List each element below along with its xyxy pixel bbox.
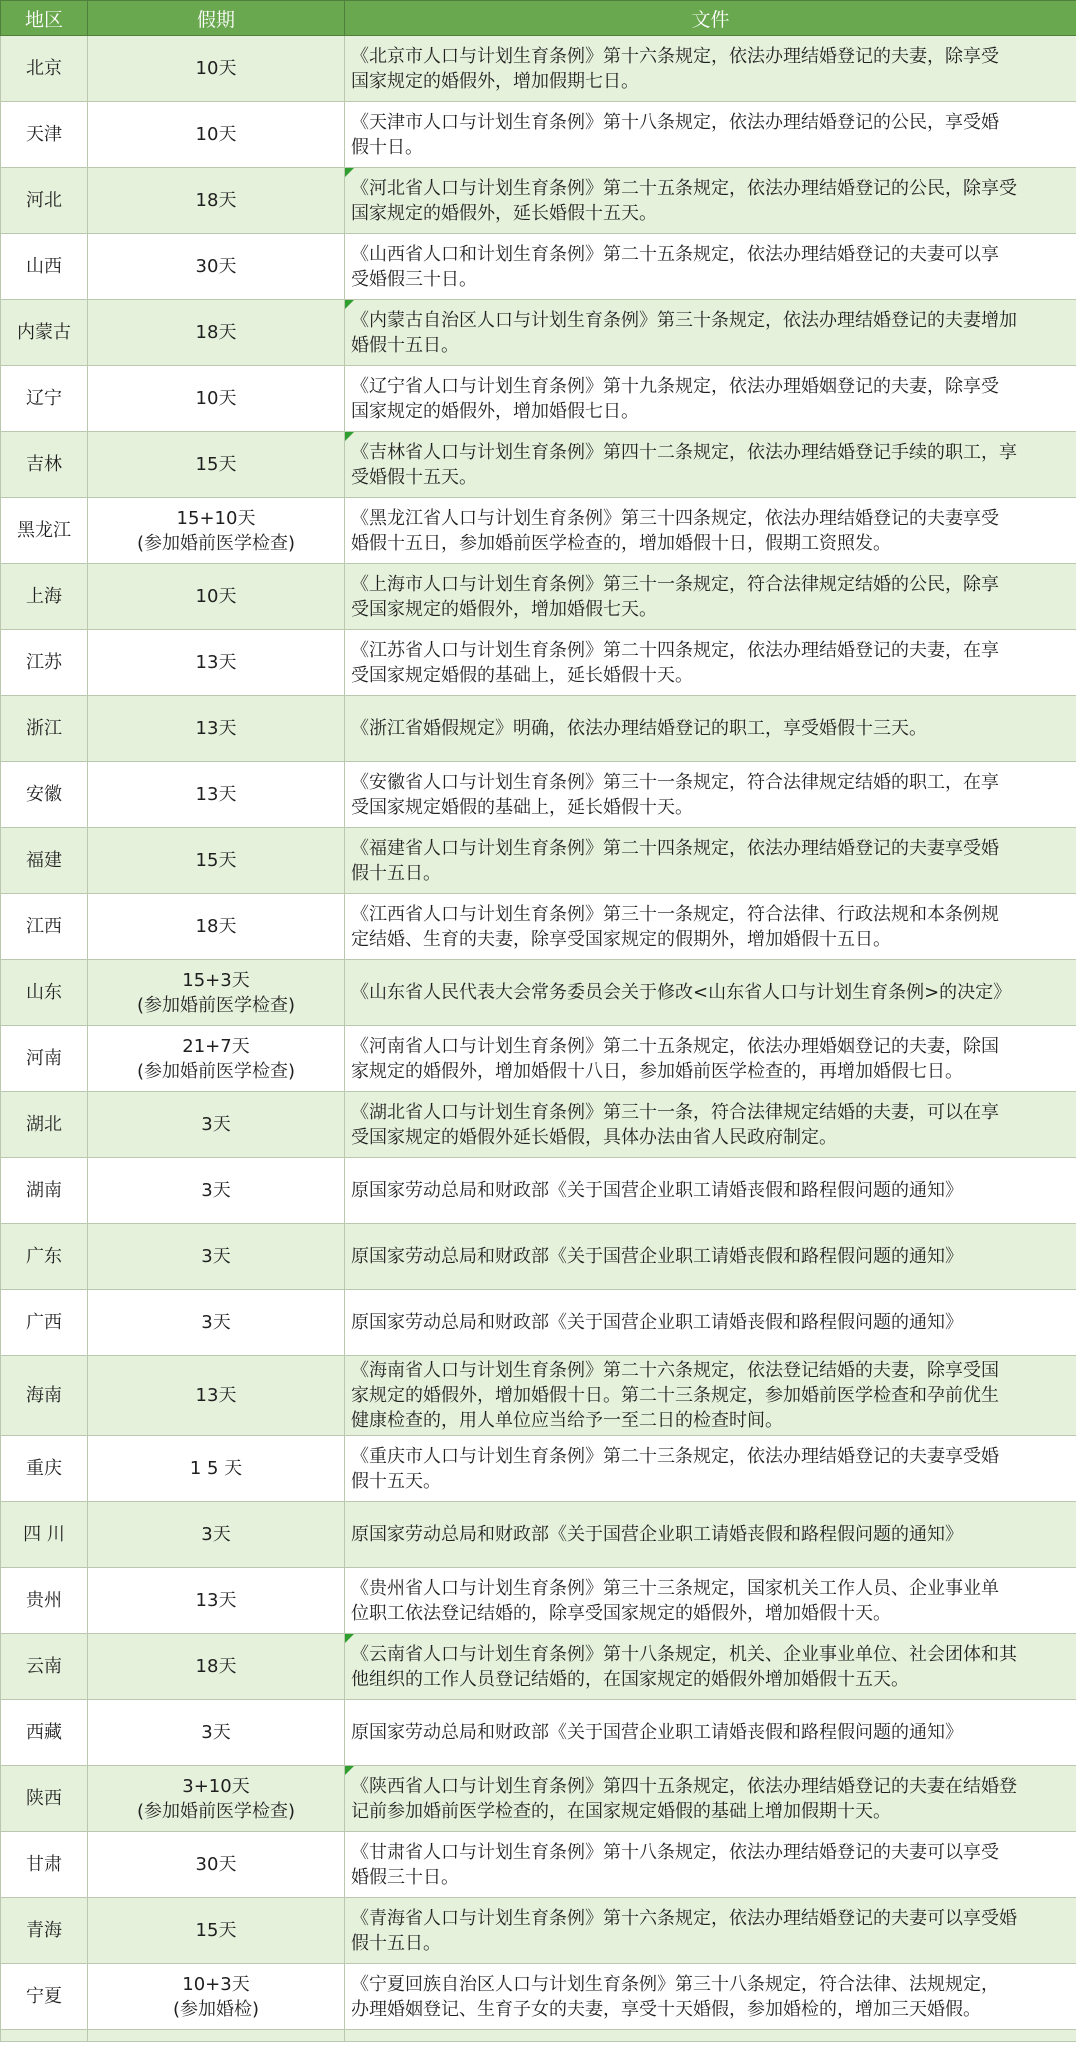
region-cell: 辽宁 (1, 366, 88, 432)
region-cell: 宁夏 (1, 1964, 88, 2030)
document-text-line: 办理婚姻登记、生育子女的夫妻，享受十天婚假，参加婚检的，增加三天婚假。 (351, 1998, 981, 2020)
document-text-line: 原国家劳动总局和财政部《关于国营企业职工请婚丧假和路程假问题的通知》 (351, 1180, 963, 1201)
document-text-line: 国家规定的婚假外，增加婚假七日。 (351, 400, 639, 422)
holiday-cell (88, 828, 345, 894)
document-text-line: 受国家规定的婚假外延长婚假，具体办法由省人民政府制定。 (351, 1126, 837, 1148)
region-cell: 吉林 (1, 432, 88, 498)
document-cell (345, 102, 1076, 168)
document-text-line: 家规定的婚假外，增加婚假十日。第二十三条规定，参加婚前医学检查和孕前优生 (351, 1385, 999, 1406)
region-cell: 山西 (1, 234, 88, 300)
holiday-cell (88, 762, 345, 828)
region-cell: 贵州 (1, 1568, 88, 1634)
table-row (1, 1634, 1076, 1700)
document-text-line: 《贵州省人口与计划生育条例》第三十三条规定，国家机关工作人员、企业事业单 (351, 1577, 999, 1599)
document-text-line: 婚假十五日。 (351, 334, 459, 356)
comment-marker-icon (345, 1766, 354, 1775)
holiday-text: (参加婚前医学检查) (136, 1060, 296, 1082)
document-cell (345, 1158, 1076, 1224)
region-cell: 福建 (1, 828, 88, 894)
document-cell (345, 498, 1076, 564)
holiday-text: (参加婚检) (172, 1998, 260, 2020)
comment-marker-icon (345, 1634, 354, 1643)
holiday-text: 18天 (195, 1656, 237, 1677)
document-cell (345, 894, 1076, 960)
region-cell: 湖南 (1, 1158, 88, 1224)
holiday-cell (88, 1502, 345, 1568)
holiday-cell (88, 894, 345, 960)
region-cell: 陕西 (1, 1766, 88, 1832)
region-cell: 海南 (1, 1356, 88, 1436)
table-row (1, 1964, 1076, 2030)
table-row (1, 498, 1076, 564)
holiday-cell (88, 102, 345, 168)
holiday-cell (88, 1290, 345, 1356)
region-cell: 重庆 (1, 1436, 88, 1502)
document-text-line: 《黑龙江省人口与计划生育条例》第三十四条规定，依法办理结婚登记的夫妻享受 (351, 507, 999, 529)
document-text-line: 《山东省人民代表大会常务委员会关于修改<山东省人口与计划生育条例>的决定》 (351, 982, 1012, 1003)
region-cell: 甘肃 (1, 1832, 88, 1898)
document-text-line: 原国家劳动总局和财政部《关于国营企业职工请婚丧假和路程假问题的通知》 (351, 1524, 963, 1545)
table-row (1, 1832, 1076, 1898)
document-text-line: 《云南省人口与计划生育条例》第十八条规定，机关、企业事业单位、社会团体和其 (351, 1643, 1017, 1665)
document-text-line: 假十五天。 (351, 1470, 441, 1492)
holiday-text: 3天 (201, 1524, 231, 1545)
document-text-line: 《江西省人口与计划生育条例》第三十一条规定，符合法律、行政法规和本条例规 (351, 903, 999, 925)
document-text-line: 《上海市人口与计划生育条例》第三十一条规定，符合法律规定结婚的公民，除享 (351, 573, 999, 595)
document-text-line: 《安徽省人口与计划生育条例》第三十一条规定，符合法律规定结婚的职工，在享 (351, 771, 999, 793)
holiday-cell (88, 1356, 345, 1436)
holiday-cell (88, 1568, 345, 1634)
holiday-cell (88, 1898, 345, 1964)
document-text-line: 《甘肃省人口与计划生育条例》第十八条规定，依法办理结婚登记的夫妻可以享受 (351, 1841, 999, 1863)
table-row (1, 1436, 1076, 1502)
header-holiday: 假期 (88, 1, 345, 36)
document-cell (345, 1766, 1076, 1832)
document-text-line: 《海南省人口与计划生育条例》第二十六条规定，依法登记结婚的夫妻，除享受国 (351, 1360, 999, 1381)
empty-cell (88, 2030, 345, 2042)
document-text-line: 《福建省人口与计划生育条例》第二十四条规定，依法办理结婚登记的夫妻享受婚 (351, 837, 999, 859)
header-row (1, 1, 1076, 36)
table-row (1, 696, 1076, 762)
document-text-line: 《河北省人口与计划生育条例》第二十五条规定，依法办理结婚登记的公民，除享受 (351, 177, 1017, 199)
table-row (1, 168, 1076, 234)
document-cell (345, 1026, 1076, 1092)
document-text-line: 原国家劳动总局和财政部《关于国营企业职工请婚丧假和路程假问题的通知》 (351, 1312, 963, 1333)
holiday-cell (88, 234, 345, 300)
document-text-line: 国家规定的婚假外，增加假期七日。 (351, 70, 639, 92)
region-cell: 浙江 (1, 696, 88, 762)
holiday-cell (88, 300, 345, 366)
table-row (1, 1766, 1076, 1832)
document-cell (345, 1898, 1076, 1964)
table-row (1, 1092, 1076, 1158)
holiday-text: 15+10天 (176, 507, 256, 529)
holiday-text: 3+10天 (182, 1775, 250, 1797)
holiday-text: 10天 (195, 124, 237, 145)
document-cell (345, 564, 1076, 630)
document-cell (345, 1290, 1076, 1356)
table-row (1, 234, 1076, 300)
empty-cell (1, 2030, 88, 2042)
holiday-text: 3天 (201, 1722, 231, 1743)
document-text-line: 假十五日。 (351, 862, 441, 884)
table-row (1, 960, 1076, 1026)
holiday-cell (88, 168, 345, 234)
table-row (1, 894, 1076, 960)
document-text-line: 《山西省人口和计划生育条例》第二十五条规定，依法办理结婚登记的夫妻可以享 (351, 243, 999, 265)
holiday-cell (88, 1832, 345, 1898)
table-row (1, 828, 1076, 894)
region-cell: 江苏 (1, 630, 88, 696)
table-row (1, 1158, 1076, 1224)
document-text-line: 受国家规定婚假的基础上，延长婚假十天。 (351, 664, 693, 686)
holiday-text: (参加婚前医学检查) (136, 994, 296, 1016)
holiday-cell (88, 1224, 345, 1290)
comment-marker-icon (345, 432, 354, 441)
holiday-cell (88, 1634, 345, 1700)
table-row (1, 366, 1076, 432)
table-row (1, 1224, 1076, 1290)
holiday-text: 13天 (195, 1590, 237, 1611)
holiday-text: (参加婚前医学检查) (136, 1800, 296, 1822)
partial-row (1, 2030, 1076, 2042)
region-cell: 河南 (1, 1026, 88, 1092)
holiday-cell (88, 1026, 345, 1092)
document-cell (345, 1224, 1076, 1290)
region-cell: 山东 (1, 960, 88, 1026)
region-cell: 北京 (1, 36, 88, 102)
header-document: 文件 (345, 1, 1076, 36)
document-cell (345, 1700, 1076, 1766)
document-text-line: 《青海省人口与计划生育条例》第十六条规定，依法办理结婚登记的夫妻可以享受婚 (351, 1907, 1017, 1929)
holiday-text: 15天 (195, 454, 237, 475)
region-cell: 天津 (1, 102, 88, 168)
document-cell (345, 1634, 1076, 1700)
holiday-cell (88, 498, 345, 564)
document-cell (345, 1092, 1076, 1158)
document-text-line: 《吉林省人口与计划生育条例》第四十二条规定，依法办理结婚登记手续的职工，享 (351, 441, 1017, 463)
holiday-text: 10天 (195, 586, 237, 607)
document-text-line: 《重庆市人口与计划生育条例》第二十三条规定，依法办理结婚登记的夫妻享受婚 (351, 1445, 999, 1467)
holiday-text: 3天 (201, 1246, 231, 1267)
document-text-line: 他组织的工作人员登记结婚的，在国家规定的婚假外增加婚假十五天。 (351, 1668, 909, 1690)
document-cell (345, 1568, 1076, 1634)
document-cell (345, 828, 1076, 894)
table-body (1, 36, 1076, 2042)
holiday-text: 15+3天 (182, 969, 250, 991)
table-row (1, 1290, 1076, 1356)
document-cell (345, 168, 1076, 234)
document-cell (345, 630, 1076, 696)
document-text-line: 《河南省人口与计划生育条例》第二十五条规定，依法办理婚姻登记的夫妻，除国 (351, 1035, 999, 1057)
region-cell: 湖北 (1, 1092, 88, 1158)
holiday-text: 13天 (195, 652, 237, 673)
document-text-line: 位职工依法登记结婚的，除享受国家规定的婚假外，增加婚假十天。 (351, 1602, 891, 1624)
holiday-text: 10+3天 (182, 1973, 250, 1995)
table-row (1, 1898, 1076, 1964)
holiday-text: 3天 (201, 1114, 231, 1135)
table-row (1, 1700, 1076, 1766)
region-cell: 河北 (1, 168, 88, 234)
holiday-cell (88, 432, 345, 498)
document-text-line: 受婚假十五天。 (351, 466, 477, 488)
holiday-text: (参加婚前医学检查) (136, 532, 296, 554)
document-text-line: 婚假三十日。 (351, 1866, 459, 1888)
document-text-line: 原国家劳动总局和财政部《关于国营企业职工请婚丧假和路程假问题的通知》 (351, 1722, 963, 1743)
table-row (1, 432, 1076, 498)
document-text-line: 假十五日。 (351, 1932, 441, 1954)
holiday-cell (88, 1766, 345, 1832)
holiday-cell (88, 1436, 345, 1502)
holiday-text: 15天 (195, 1920, 237, 1941)
document-text-line: 《湖北省人口与计划生育条例》第三十一条，符合法律规定结婚的夫妻，可以在享 (351, 1101, 999, 1123)
document-text-line: 受国家规定的婚假外，增加婚假七天。 (351, 598, 657, 620)
table-row (1, 102, 1076, 168)
document-cell (345, 36, 1076, 102)
document-cell (345, 1502, 1076, 1568)
holiday-cell (88, 1158, 345, 1224)
document-text-line: 受婚假三十日。 (351, 268, 477, 290)
holiday-text: 18天 (195, 190, 237, 211)
document-text-line: 《陕西省人口与计划生育条例》第四十五条规定，依法办理结婚登记的夫妻在结婚登 (351, 1775, 1017, 1797)
comment-marker-icon (345, 168, 354, 177)
document-cell (345, 300, 1076, 366)
region-cell: 内蒙古 (1, 300, 88, 366)
holiday-cell (88, 630, 345, 696)
document-cell (345, 1356, 1076, 1436)
document-cell (345, 762, 1076, 828)
holiday-text: 13天 (195, 784, 237, 805)
document-text-line: 健康检查的，用人单位应当给予一至二日的检查时间。 (351, 1410, 783, 1431)
table-row (1, 762, 1076, 828)
document-text-line: 国家规定的婚假外，延长婚假十五天。 (351, 202, 657, 224)
comment-marker-icon (345, 300, 354, 309)
table-row (1, 564, 1076, 630)
table-row (1, 1502, 1076, 1568)
region-cell: 四 川 (1, 1502, 88, 1568)
holiday-cell (88, 960, 345, 1026)
holiday-text: 18天 (195, 322, 237, 343)
table-row (1, 1026, 1076, 1092)
document-cell (345, 432, 1076, 498)
holiday-cell (88, 36, 345, 102)
document-text-line: 家规定的婚假外，增加婚假十八日，参加婚前医学检查的，再增加婚假七日。 (351, 1060, 963, 1082)
holiday-text: 13天 (195, 1385, 237, 1406)
document-text-line: 《天津市人口与计划生育条例》第十八条规定，依法办理结婚登记的公民，享受婚 (351, 111, 999, 133)
table-row (1, 1568, 1076, 1634)
region-cell: 上海 (1, 564, 88, 630)
table-row (1, 1356, 1076, 1436)
table-row (1, 630, 1076, 696)
document-text-line: 《浙江省婚假规定》明确，依法办理结婚登记的职工，享受婚假十三天。 (351, 718, 927, 739)
holiday-text: 1 5 天 (189, 1458, 243, 1479)
table-row (1, 300, 1076, 366)
holiday-text: 15天 (195, 850, 237, 871)
holiday-cell (88, 696, 345, 762)
holiday-text: 30天 (195, 1854, 237, 1875)
document-text-line: 记前参加婚前医学检查的，在国家规定婚假的基础上增加假期十天。 (351, 1800, 891, 1822)
holiday-text: 30天 (195, 256, 237, 277)
region-cell: 广西 (1, 1290, 88, 1356)
document-text-line: 原国家劳动总局和财政部《关于国营企业职工请婚丧假和路程假问题的通知》 (351, 1246, 963, 1267)
holiday-text: 18天 (195, 916, 237, 937)
empty-cell (345, 2030, 1076, 2042)
holiday-text: 3天 (201, 1180, 231, 1201)
region-cell: 青海 (1, 1898, 88, 1964)
region-cell: 安徽 (1, 762, 88, 828)
region-cell: 黑龙江 (1, 498, 88, 564)
document-text-line: 《江苏省人口与计划生育条例》第二十四条规定，依法办理结婚登记的夫妻，在享 (351, 639, 999, 661)
region-cell: 西藏 (1, 1700, 88, 1766)
holiday-text: 3天 (201, 1312, 231, 1333)
document-text-line: 《北京市人口与计划生育条例》第十六条规定，依法办理结婚登记的夫妻，除享受 (351, 45, 999, 67)
holiday-cell (88, 366, 345, 432)
region-cell: 广东 (1, 1224, 88, 1290)
document-text-line: 《辽宁省人口与计划生育条例》第十九条规定，依法办理婚姻登记的夫妻，除享受 (351, 375, 999, 397)
document-cell (345, 366, 1076, 432)
holiday-cell (88, 1092, 345, 1158)
holiday-cell (88, 564, 345, 630)
document-cell (345, 1964, 1076, 2030)
document-cell (345, 234, 1076, 300)
document-text-line: 假十日。 (351, 136, 423, 158)
document-cell (345, 960, 1076, 1026)
table-row (1, 36, 1076, 102)
document-cell (345, 1436, 1076, 1502)
document-cell (345, 1832, 1076, 1898)
holiday-cell (88, 1700, 345, 1766)
document-text-line: 受国家规定婚假的基础上，延长婚假十天。 (351, 796, 693, 818)
document-cell (345, 696, 1076, 762)
region-cell: 江西 (1, 894, 88, 960)
header-region: 地区 (1, 1, 88, 36)
holiday-cell (88, 1964, 345, 2030)
document-text-line: 《内蒙古自治区人口与计划生育条例》第三十条规定，依法办理结婚登记的夫妻增加 (351, 309, 1017, 331)
holiday-text: 21+7天 (182, 1035, 250, 1057)
document-text-line: 婚假十五日，参加婚前医学检查的，增加婚假十日，假期工资照发。 (351, 532, 891, 554)
holiday-text: 10天 (195, 58, 237, 79)
document-text-line: 《宁夏回族自治区人口与计划生育条例》第三十八条规定，符合法律、法规规定， (351, 1973, 999, 1995)
holiday-text: 13天 (195, 718, 237, 739)
region-cell: 云南 (1, 1634, 88, 1700)
document-text-line: 定结婚、生育的夫妻，除享受国家规定的假期外，增加婚假十五日。 (351, 928, 891, 950)
holiday-text: 10天 (195, 388, 237, 409)
